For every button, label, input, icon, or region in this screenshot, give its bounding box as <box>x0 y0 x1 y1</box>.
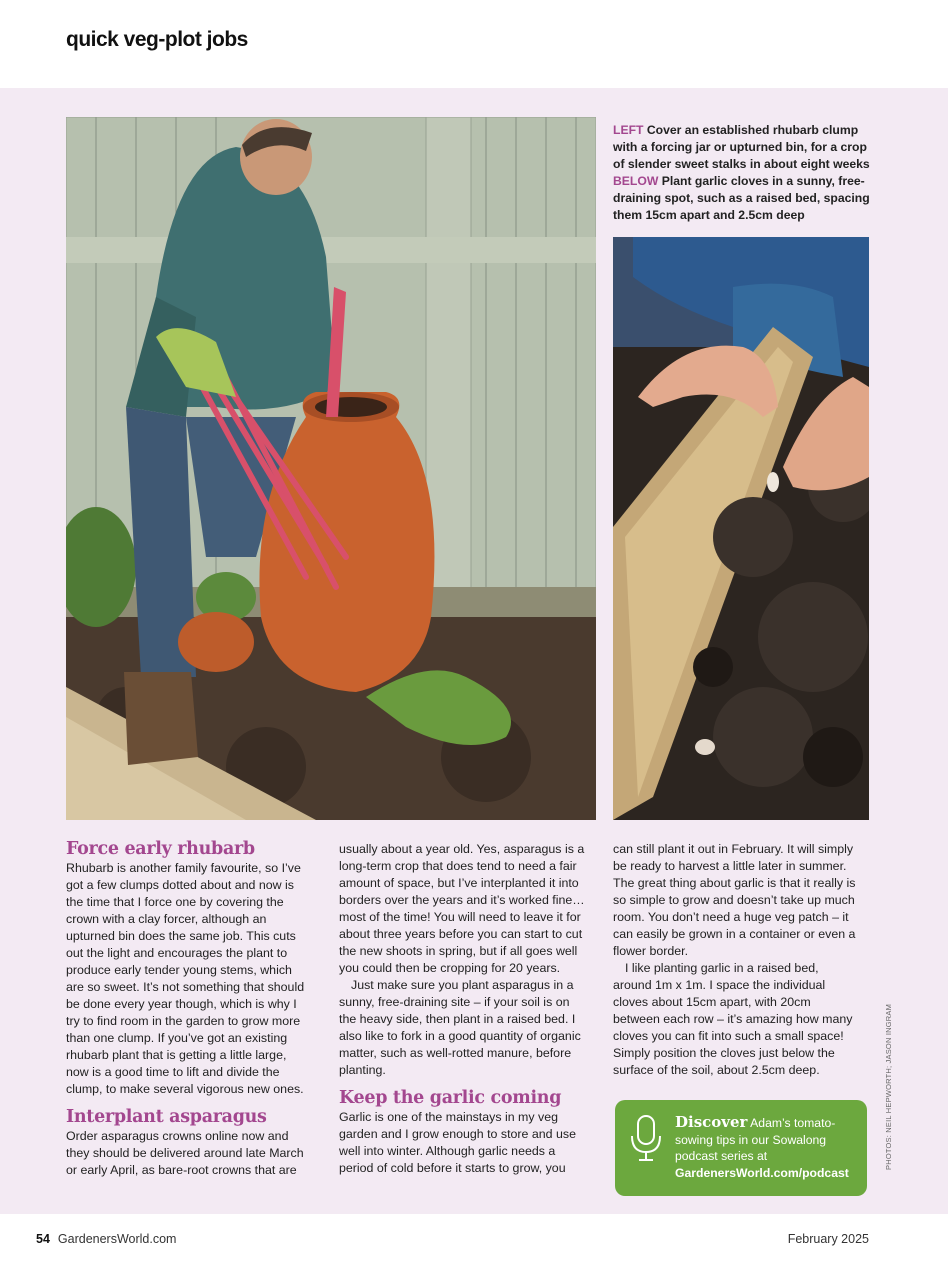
caption-left-text: Cover an established rhubarb clump with a forcing jar or upturned bin, for a crop of slender sweet stalks in about eight weeks <box>613 123 870 171</box>
discover-description: Adam’s tomato-sowing tips in our Sowalong podcast series at <box>675 1116 836 1163</box>
discover-keyword: Discover <box>675 1113 748 1131</box>
rhubarb-heading: Force early rhubarb <box>66 839 255 859</box>
photo-caption <box>613 122 875 224</box>
garlic-body-1: Garlic is one of the mainstays in my veg garden and I grow enough to store and use well into winter. Although garlic needs a period of cold before it starts to grow, you <box>339 1110 576 1175</box>
section-title: quick veg-plot jobs <box>66 28 248 51</box>
footer-site: GardenersWorld.com <box>57 1232 177 1246</box>
caption-below-text: Plant garlic cloves in a sunny, free-draining spot, such as a raised bed, spacing them 15cm apart and 2.5cm deep <box>613 174 870 222</box>
page-number: 54 <box>36 1232 50 1246</box>
caption-below-tag: BELOW <box>613 174 659 188</box>
footer-issue: February 2025 <box>787 1232 869 1246</box>
garlic-heading: Keep the garlic coming <box>339 1088 562 1108</box>
microphone-icon <box>629 1114 663 1169</box>
podcast-link[interactable]: GardenersWorld.com/podcast <box>675 1165 849 1180</box>
asparagus-body-2: usually about a year old. Yes, asparagus is a long-term crop that does tend to need a fair amount of space, but I’ve interplanted it into borders over the years and it’s worked fine… most of the time! You will need to leave it for about three years before you can start to cut the new shoots in spring, but if all goes well you could then be cropping for 20 years. <box>339 842 585 975</box>
article-column-3 <box>613 841 859 1079</box>
article-column-2 <box>339 841 585 1177</box>
garlic-body-2: can still plant it out in February. It will simply be ready to harvest a little later in summer. The great thing about garlic is that it really is so simple to grow and doesn’t take up much room. You don’t need a huge veg patch – it can easily be grown in a container or even a flower border. <box>613 842 856 958</box>
rhubarb-body: Rhubarb is another family favourite, so I’ve got a few clumps dotted about and now is the time that I force one by covering the crown with a clay forcer, although an upturned bin does the same job. This cuts out the light and encourages the plant to produce early tender young stems, which are so sweet. It’s not something that should be done every year though, which is why I try to find room in the garden to grow more than one clump. If you’ve got an existing rhubarb plant that is getting a little large, now is a good time to lift and divide the clump, to make several vigorous new ones. <box>66 861 305 1096</box>
caption-left-tag: LEFT <box>613 123 644 137</box>
garlic-body-3: I like planting garlic in a raised bed, around 1m x 1m. I space the individual cloves about 15cm apart, with 20cm between each row – it’s amazing how many cloves you can fit into such a small space! Simply position the cloves just below the surface of the soil, about 2.5cm deep. <box>613 961 853 1077</box>
photo-credit: PHOTOS: NEIL HEPWORTH; JASON INGRAM <box>884 1003 893 1170</box>
garlic-photo <box>613 237 869 820</box>
discover-text <box>675 1114 860 1181</box>
article-column-1 <box>66 838 312 1179</box>
asparagus-body-3: Just make sure you plant asparagus in a sunny, free-draining site – if your soil is on the heavy side, then plant in a raised bed. I also like to fork in a good quantity of organic matter, such as well-rotted manure, before planting. <box>339 978 581 1077</box>
discover-podcast-box[interactable] <box>615 1100 867 1196</box>
rhubarb-photo <box>66 117 596 820</box>
asparagus-body-1: Order asparagus crowns online now and they should be delivered around late March or early April, as bare-root crowns that are <box>66 1129 304 1177</box>
asparagus-heading: Interplant asparagus <box>66 1107 267 1127</box>
footer-left <box>36 1232 176 1246</box>
